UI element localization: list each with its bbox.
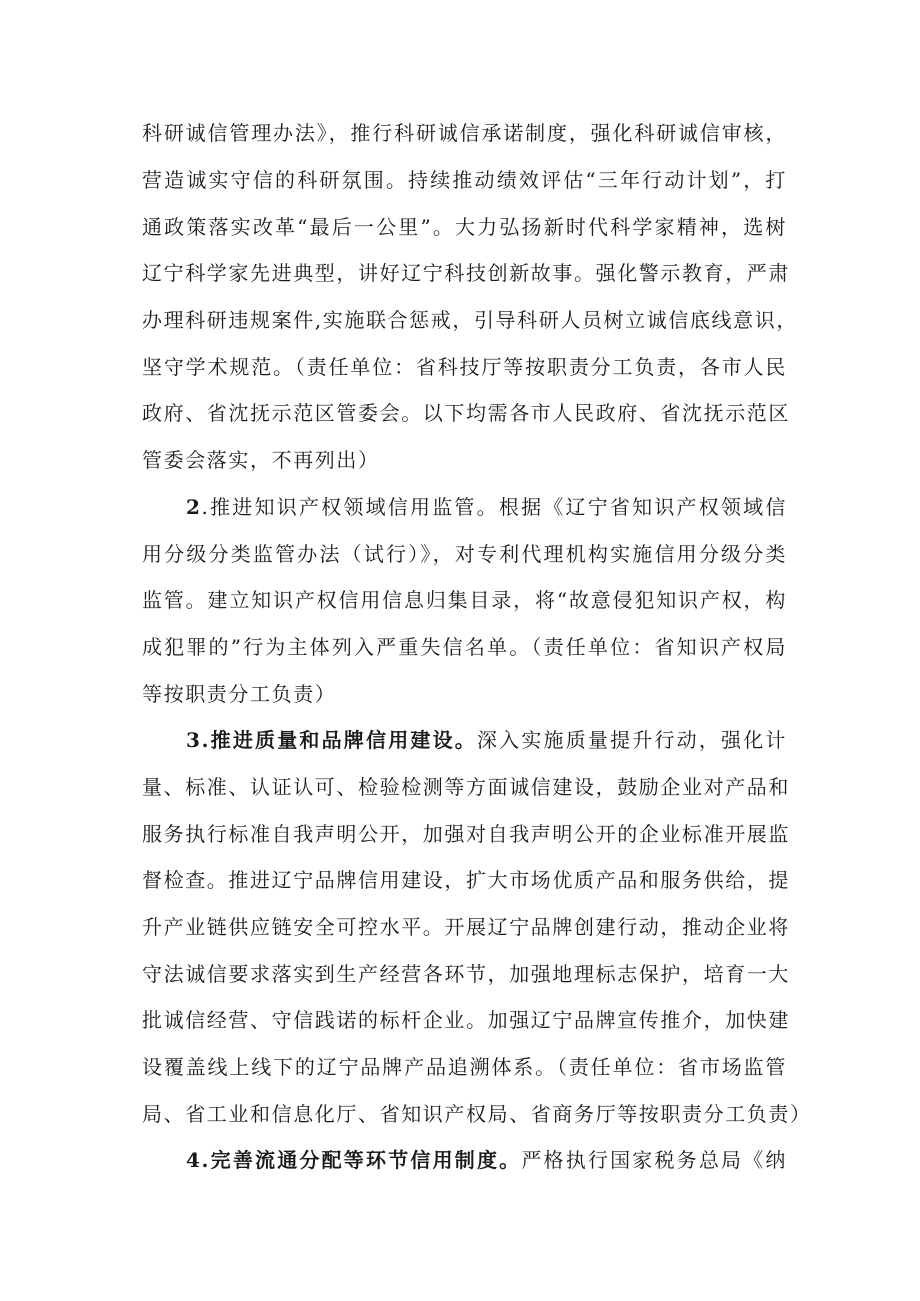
item3-line: 设覆盖线上线下的辽宁品牌产品追溯体系。（责任单位：省市场监管: [142, 1055, 787, 1079]
paragraph-line: 办理科研违规案件,实施联合惩戒，引导科研人员树立诚信底线意识，: [142, 308, 798, 332]
paragraph-line: 辽宁科学家先进典型，讲好辽宁科技创新故事。强化警示教育，严肃: [142, 261, 790, 285]
item3-line: 局、省工业和信息化厅、省知识产权局、省商务厅等按职责分工负责）: [142, 1102, 812, 1126]
item3-line: 督检查。推进辽宁品牌信用建设，扩大市场优质产品和服务供给，提: [142, 868, 790, 892]
item3-line: 守法诚信要求落实到生产经营各环节，加强地理标志保护，培育一大: [142, 962, 790, 986]
paragraph-line: 政府、省沈抚示范区管委会。以下均需各市人民政府、省沈抚示范区: [142, 401, 790, 425]
item3-line: 服务执行标准自我声明公开，加强对自我声明公开的企业标准开展监: [142, 822, 790, 846]
item2-line: 等按职责分工负责）: [142, 682, 337, 706]
item2-line: 成犯罪的”行为主体列入严重失信名单。（责任单位：省知识产权局: [142, 635, 787, 659]
item3-line: 升产业链供应链安全可控水平。开展辽宁品牌创建行动，推动企业将: [142, 915, 790, 939]
item2-line: 用分级分类监管办法（试行）》，对专利代理机构实施信用分级分类: [142, 542, 787, 566]
item2-number: 2: [186, 495, 202, 519]
paragraph-line: 营造诚实守信的科研氛围。持续推动绩效评估“三年行动计划”，打: [142, 168, 787, 192]
item4-first-line: [186, 1147, 787, 1173]
paragraph-line: 科研诚信管理办法》，推行科研诚信承诺制度，强化科研诚信审核，: [142, 121, 787, 145]
paragraph-line: 坚守学术规范。（责任单位：省科技厅等按职责分工负责，各市人民: [142, 355, 787, 379]
item2-first-line-text: 根据《辽宁省知识产权领域信: [498, 495, 787, 519]
item4-title: .完善流通分配等环节信用制度。: [201, 1148, 522, 1172]
paragraph-line: 管委会落实，不再列出）: [142, 448, 380, 472]
item3-first-line-text: 深入实施质量提升行动，强化计: [476, 728, 788, 752]
item3-title: .推进质量和品牌信用建设。: [201, 728, 477, 752]
paragraph-line: 通政策落实改革“最后一公里”。大力弘扬新时代科学家精神，选树: [142, 215, 787, 239]
item3-number: 3: [186, 728, 202, 752]
item3-line: 批诚信经营、守信践诺的标杆企业。加强辽宁品牌宣传推介，加快建: [142, 1008, 790, 1032]
item4-number: 4: [186, 1148, 202, 1172]
item4-first-line-text: 严格执行国家税务总局《纳: [521, 1148, 787, 1172]
item2-first-line: [186, 494, 787, 520]
item3-first-line: [186, 727, 787, 753]
item2-line: 监管。建立知识产权信用信息归集目录，将“故意侵犯知识产权，构: [142, 588, 787, 612]
item3-line: 量、标准、认证认可、检验检测等方面诚信建设，鼓励企业对产品和: [142, 775, 790, 799]
item2-title: .推进知识产权领域信用监管。: [201, 495, 499, 519]
